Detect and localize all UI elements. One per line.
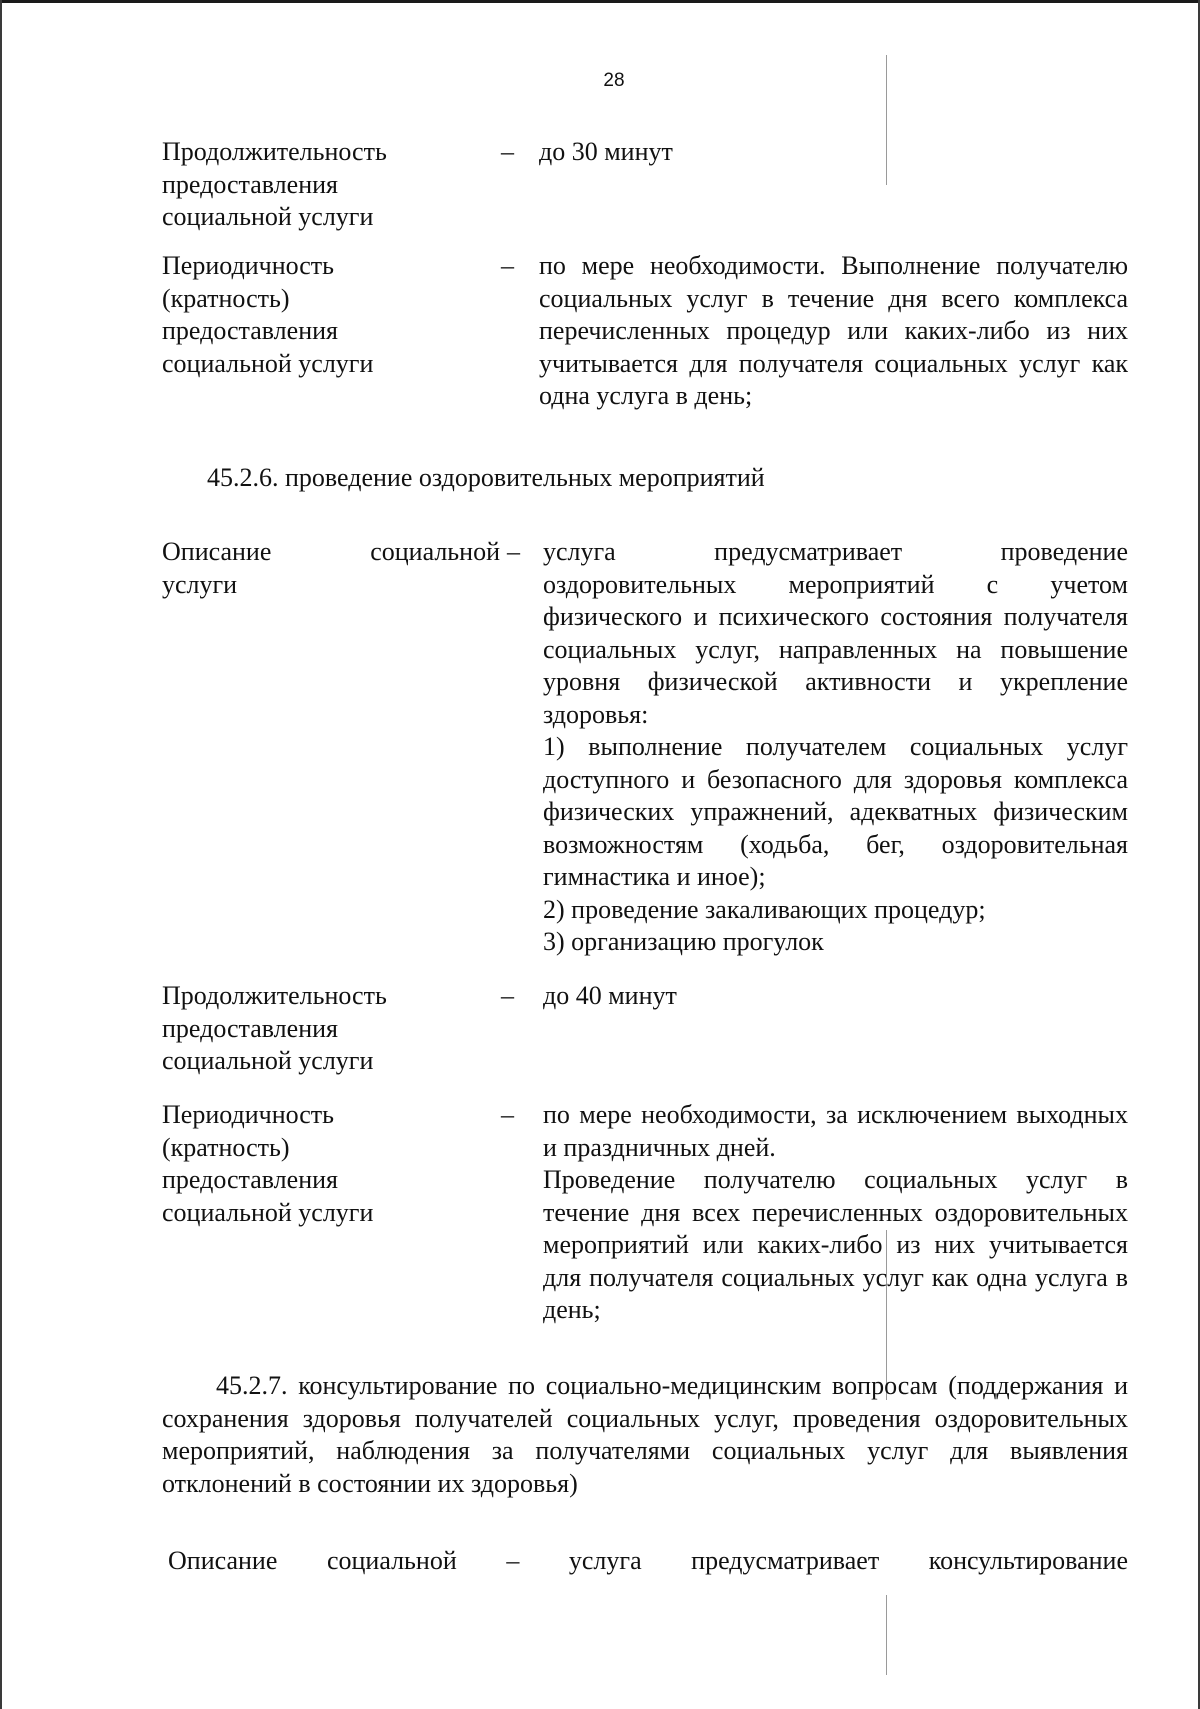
dash-separator: –	[501, 981, 514, 1010]
scan-border-top	[0, 0, 1200, 3]
periodicity-text: по мере необходимости, за исключением выходных и праздничных дней.	[543, 1100, 1128, 1162]
description-item: 3) организацию прогулок	[543, 927, 824, 956]
dash-separator: –	[501, 1100, 514, 1129]
label-line: (кратность)	[162, 1132, 290, 1162]
label-line: Продолжительность	[162, 137, 387, 166]
label-line: Периодичность	[162, 1100, 335, 1129]
page-number: 28	[603, 70, 625, 91]
duration-label	[162, 136, 492, 234]
description-row-start: Описание социальной – услуга предусматривает консультирование	[168, 1546, 1128, 1575]
label-line: предоставления	[162, 1013, 338, 1043]
label-line: (кратность)	[162, 283, 290, 313]
label-line: социальной услуги	[162, 202, 374, 231]
periodicity-label	[162, 1099, 492, 1229]
label-line: социальной услуги	[162, 1046, 374, 1075]
duration-value: до 40 минут	[543, 981, 677, 1010]
label-line: предоставления	[162, 1165, 338, 1194]
section-paragraph-45-2-7: 45.2.7. консультирование по социально-медицинским вопросам (поддержания и сохранения здоровья получателей социальных услуг, проведения оздоровительных мероприятий, наблюдения за получателями социальных услуг для выявления отклонений в состоянии их здоровья)	[162, 1371, 1128, 1498]
periodicity-value: по мере необходимости. Выполнение получателю социальных услуг в течение дня всего комплекса перечисленных процедур или каких-либо из них учитывается для получателя социальных услуг как одна услуга в день;	[539, 251, 1128, 410]
label-line: социальной услуги	[162, 348, 374, 378]
label-line: Периодичность	[162, 251, 335, 280]
duration-value: до 30 минут	[539, 137, 673, 166]
description-intro: услуга предусматривает проведение оздоровительных мероприятий с учетом физического и психического состояния получателя социальных услуг, направленных на повышение уровня физической активности и укрепление здоровья:	[543, 537, 1128, 729]
label-line: социальной услуги	[162, 1197, 374, 1227]
duration-label	[162, 980, 492, 1078]
dash-separator: –	[507, 537, 520, 566]
label-line: услуги	[162, 569, 238, 599]
periodicity-label	[162, 250, 492, 380]
scan-border-left	[0, 0, 2, 1709]
description-item: 1) выполнение получателем социальных услуг доступного и безопасного для здоровья комплекса физических упражнений, адекватных физическим возможностям (ходьба, бег, оздоровительная гимнастика и иное);	[543, 732, 1128, 891]
label-line: Описание социальной	[162, 537, 500, 566]
label-line: предоставления	[162, 316, 338, 345]
label-line: Продолжительность	[162, 981, 387, 1010]
description-value	[543, 536, 1128, 959]
periodicity-value	[543, 1099, 1128, 1327]
label-line: предоставления	[162, 169, 338, 199]
section-heading-45-2-6: 45.2.6. проведение оздоровительных мероприятий	[207, 463, 765, 492]
scan-fold-line	[886, 1595, 887, 1675]
description-label	[162, 536, 500, 601]
dash-separator: –	[501, 137, 514, 166]
dash-separator: –	[501, 251, 514, 280]
periodicity-text: Проведение получателю социальных услуг в течение дня всех перечисленных оздоровительных мероприятий или каких-либо из них учитывается для получателя социальных услуг как одна услуга в день;	[543, 1165, 1128, 1324]
description-item: 2) проведение закаливающих процедур;	[543, 894, 986, 924]
